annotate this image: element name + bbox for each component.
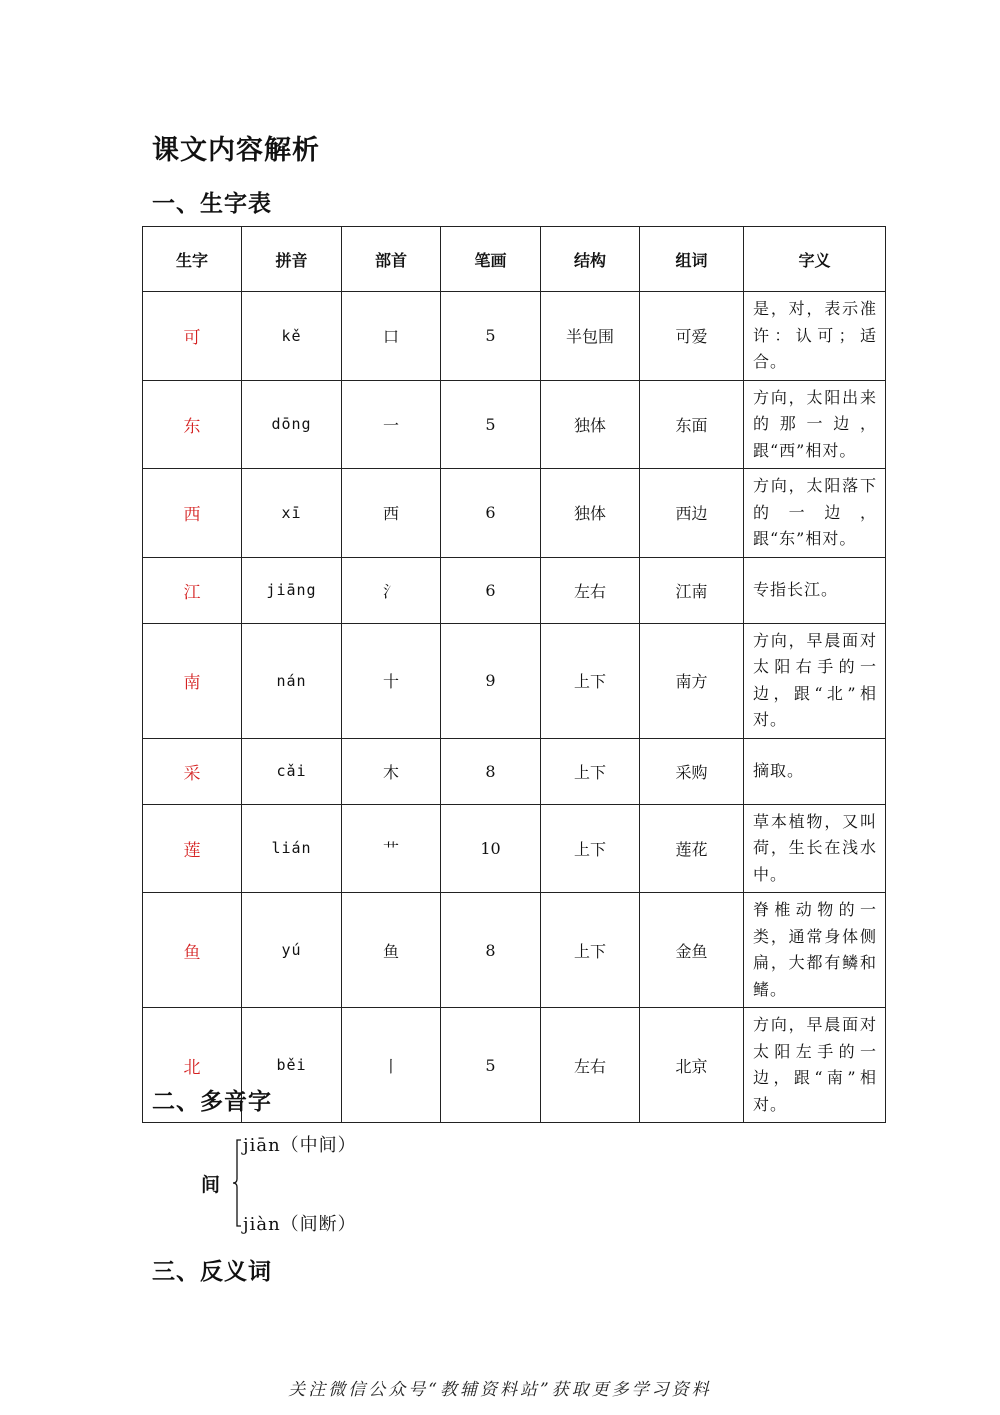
cell-radical: 丨 [342, 1008, 441, 1123]
cell-pinyin: jiāng [242, 557, 342, 623]
polyphone-reading: jiàn（间断） [243, 1214, 357, 1235]
cell-structure: 上下 [541, 623, 640, 738]
cell-meaning: 方向，太阳落下的一边，跟“东”相对。 [744, 469, 886, 558]
table-row [143, 804, 886, 893]
cell-char: 西 [143, 469, 242, 558]
cell-strokes: 6 [441, 557, 541, 623]
cell-radical: 口 [342, 292, 441, 381]
cell-char: 南 [143, 623, 242, 738]
cell-strokes: 5 [441, 1008, 541, 1123]
cell-char: 可 [143, 292, 242, 381]
cell-meaning: 草本植物，又叫荷，生长在浅水中。 [744, 804, 886, 893]
cell-word: 江南 [640, 557, 744, 623]
cell-meaning: 摘取。 [744, 738, 886, 804]
cell-meaning: 方向，早晨面对太阳左手的一边，跟“南”相对。 [744, 1008, 886, 1123]
cell-structure: 左右 [541, 557, 640, 623]
polyphone-reading: jiān（中间） [243, 1135, 357, 1156]
cell-pinyin: cǎi [242, 738, 342, 804]
header-radical: 部首 [342, 227, 441, 292]
cell-radical: 鱼 [342, 893, 441, 1008]
cell-structure: 上下 [541, 804, 640, 893]
table-row [143, 292, 886, 381]
cell-strokes: 9 [441, 623, 541, 738]
cell-radical: 艹 [342, 804, 441, 893]
cell-radical: 木 [342, 738, 441, 804]
cell-char: 采 [143, 738, 242, 804]
cell-meaning: 脊椎动物的一类，通常身体侧扁，大都有鳞和鳍。 [744, 893, 886, 1008]
cell-word: 金鱼 [640, 893, 744, 1008]
table-row [143, 738, 886, 804]
table-row [143, 623, 886, 738]
header-meaning: 字义 [744, 227, 886, 292]
cell-pinyin: lián [242, 804, 342, 893]
cell-radical: 一 [342, 380, 441, 469]
cell-char: 北 [143, 1008, 242, 1123]
header-strokes: 笔画 [441, 227, 541, 292]
cell-pinyin: kě [242, 292, 342, 381]
vocab-table [142, 226, 886, 1123]
footer-note: 关注微信公众号“教辅资料站”获取更多学习资料 [288, 1380, 712, 1400]
cell-char: 江 [143, 557, 242, 623]
cell-structure: 半包围 [541, 292, 640, 381]
cell-strokes: 6 [441, 469, 541, 558]
cell-meaning: 是，对，表示准许：认可；适合。 [744, 292, 886, 381]
cell-pinyin: nán [242, 623, 342, 738]
section-heading-polyphones: 二、多音字 [152, 1089, 272, 1115]
table-header-row [143, 227, 886, 292]
header-pinyin: 拼音 [242, 227, 342, 292]
cell-strokes: 8 [441, 893, 541, 1008]
header-word: 组词 [640, 227, 744, 292]
cell-radical: 氵 [342, 557, 441, 623]
brace-icon [232, 1139, 242, 1227]
cell-radical: 十 [342, 623, 441, 738]
cell-pinyin: xī [242, 469, 342, 558]
table-row [143, 557, 886, 623]
cell-char: 东 [143, 380, 242, 469]
page-title: 课文内容解析 [152, 135, 320, 166]
header-structure: 结构 [541, 227, 640, 292]
cell-strokes: 8 [441, 738, 541, 804]
cell-word: 西边 [640, 469, 744, 558]
cell-word: 南方 [640, 623, 744, 738]
table-row [143, 469, 886, 558]
cell-structure: 上下 [541, 738, 640, 804]
cell-meaning: 方向，太阳出来的那一边，跟“西”相对。 [744, 380, 886, 469]
polyphone-char: 间 [201, 1174, 221, 1196]
cell-meaning: 方向，早晨面对太阳右手的一边，跟“北”相对。 [744, 623, 886, 738]
cell-char: 莲 [143, 804, 242, 893]
section-heading-vocab: 一、生字表 [152, 191, 272, 217]
cell-word: 莲花 [640, 804, 744, 893]
cell-structure: 独体 [541, 469, 640, 558]
cell-word: 可爱 [640, 292, 744, 381]
cell-word: 采购 [640, 738, 744, 804]
cell-strokes: 5 [441, 380, 541, 469]
cell-structure: 上下 [541, 893, 640, 1008]
cell-pinyin: běi [242, 1008, 342, 1123]
cell-structure: 左右 [541, 1008, 640, 1123]
cell-strokes: 10 [441, 804, 541, 893]
cell-word: 北京 [640, 1008, 744, 1123]
cell-structure: 独体 [541, 380, 640, 469]
cell-strokes: 5 [441, 292, 541, 381]
cell-char: 鱼 [143, 893, 242, 1008]
cell-radical: 西 [342, 469, 441, 558]
cell-pinyin: yú [242, 893, 342, 1008]
header-char: 生字 [143, 227, 242, 292]
table-row [143, 893, 886, 1008]
section-heading-antonyms: 三、反义词 [152, 1259, 272, 1285]
cell-pinyin: dōng [242, 380, 342, 469]
cell-word: 东面 [640, 380, 744, 469]
cell-meaning: 专指长江。 [744, 557, 886, 623]
table-row [143, 380, 886, 469]
